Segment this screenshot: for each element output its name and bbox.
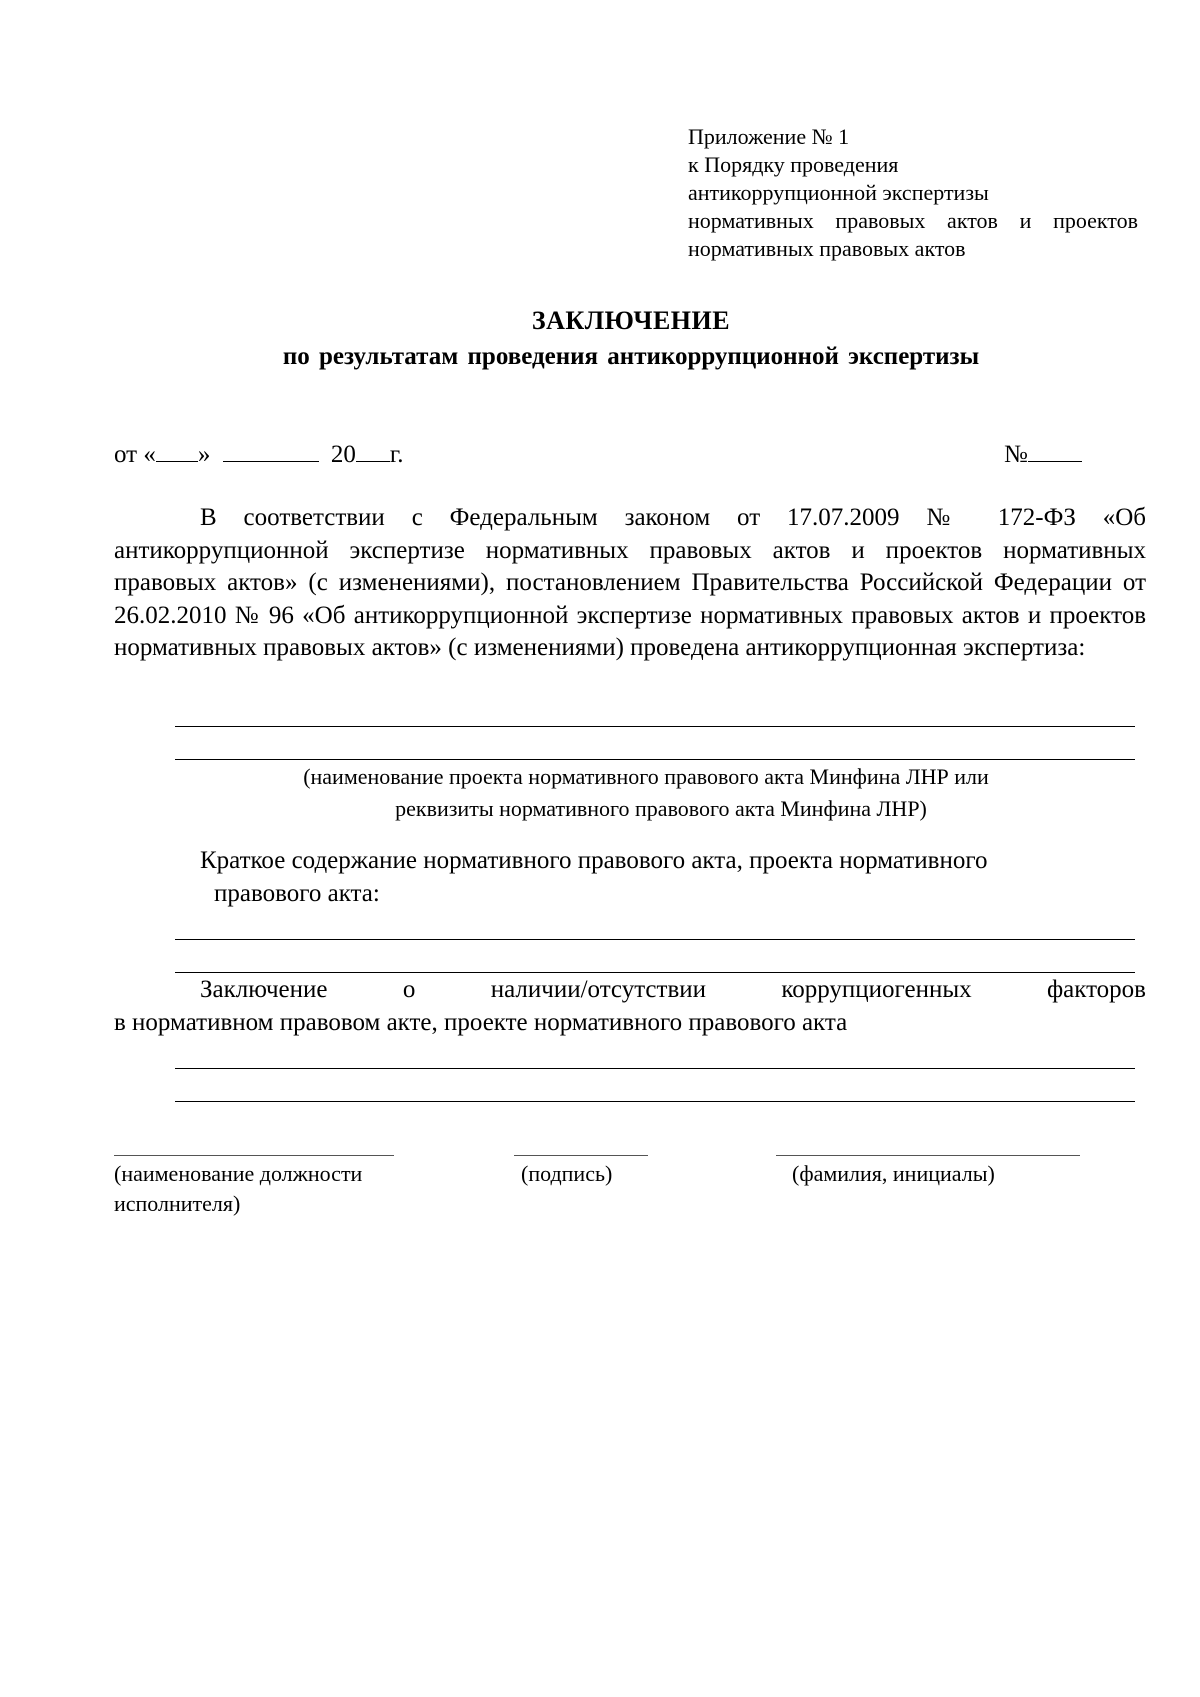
day-blank: [156, 439, 198, 462]
number-line: [1004, 439, 1082, 469]
position-label-line-2: исполнителя): [114, 1191, 241, 1216]
conclusion-blank-2: [175, 1101, 1135, 1102]
brief-line-blank-1: [175, 939, 1135, 940]
year-blank: [356, 439, 390, 462]
brief-line-blank-2: [175, 972, 1135, 973]
brief-content-paragraph: [114, 845, 1146, 910]
act-caption: [0, 761, 1200, 825]
date-quote-close: »: [197, 441, 211, 468]
annex-line-5: нормативных правовых актов: [688, 236, 966, 261]
position-label-line-1: (наименование должности: [114, 1161, 363, 1186]
date-line: [114, 439, 404, 469]
conclusion-blank-1: [175, 1068, 1135, 1069]
annex-line-4: нормативных правовых актов и проектов: [688, 208, 1138, 233]
year-suffix: г.: [389, 441, 404, 468]
act-name-line-2: [175, 759, 1135, 760]
year-prefix: 20: [330, 441, 356, 468]
number-blank: [1028, 439, 1082, 462]
signature-label: (подпись): [521, 1161, 613, 1186]
position-signature-line: [114, 1155, 394, 1156]
annex-line-1: Приложение № 1: [688, 124, 850, 149]
position-label: [114, 1159, 362, 1219]
month-blank: [223, 439, 319, 462]
act-name-line-1: [175, 726, 1135, 727]
signature-line: [514, 1155, 648, 1156]
intro-paragraph: В соответствии с Федеральным законом от 17.07.2009 № 172-ФЗ «Об антикоррупционной экспертизе нормативных правовых актов и проектов нормативных правовых актов» (с изменениями), постановлением Правительства Российской Федерации от 26.02.2010 № 96 «Об антикоррупционной экспертизе нормативных правовых актов и проектов нормативных правовых актов» (с изменениями) проведена антикоррупционная экспертиза:: [114, 504, 1146, 661]
document-title: ЗАКЛЮЧЕНИЕ: [531, 306, 731, 335]
number-prefix: №: [1004, 441, 1028, 468]
conclusion-paragraph: [114, 974, 1146, 1039]
annex-header: [688, 123, 1138, 263]
date-prefix: от «: [114, 441, 156, 468]
conclusion-line-2: в нормативном правовом акте, проекте нормативного правового акта: [114, 1008, 848, 1036]
name-label: (фамилия, инициалы): [792, 1161, 995, 1186]
act-caption-line-2: реквизиты нормативного правового акта Минфина ЛНР): [395, 796, 927, 821]
annex-line-2: к Порядку проведения: [688, 152, 899, 177]
act-caption-line-1: (наименование проекта нормативного правового акта Минфина ЛНР или: [303, 764, 989, 789]
document-subtitle: по результатам проведения антикоррупционной экспертизы: [282, 343, 980, 370]
brief-line-2: правового акта:: [214, 879, 380, 907]
conclusion-line-1: Заключение о наличии/отсутствии коррупциогенных факторов: [200, 976, 1146, 1003]
name-signature-line: [776, 1155, 1080, 1156]
annex-line-3: антикоррупционной экспертизы: [688, 180, 989, 205]
brief-line-1: Краткое содержание нормативного правового акта, проекта нормативного: [200, 847, 988, 874]
